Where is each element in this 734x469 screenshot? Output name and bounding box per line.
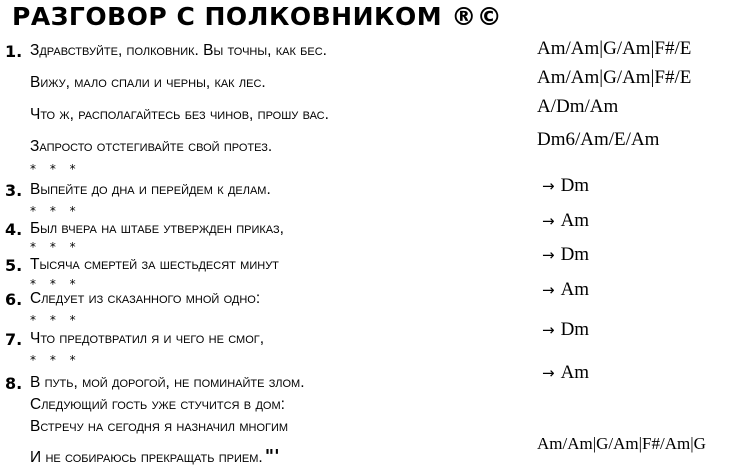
lyric-line: Здравствуйте, полковник. Вы точны, как бес.	[30, 42, 327, 59]
chord-text: Dm	[560, 244, 590, 265]
lyric-line-last	[30, 446, 280, 467]
end-mark: "'	[264, 446, 280, 467]
lyric-line: Следует из сказанного мной одно:	[30, 290, 261, 307]
chord-line: A/Dm/Am	[537, 96, 619, 117]
arrow-right-icon: →	[542, 246, 555, 264]
verse-number: 4.	[5, 220, 23, 239]
separator: * * *	[30, 353, 81, 367]
chord-text: Am	[560, 362, 590, 383]
lyric-line: Запросто отстегивайте свой протез.	[30, 138, 273, 155]
verse-number: 7.	[5, 330, 23, 349]
lyric-line: Был вчера на штабе утвержден приказ,	[30, 220, 284, 237]
arrow-right-icon: →	[542, 212, 555, 230]
lyric-line: Что предотвратил я и чего не смог,	[30, 330, 265, 347]
arrow-right-icon: →	[542, 177, 555, 195]
verse-number: 8.	[5, 374, 23, 393]
chord-line: Am/Am|G/Am|F#/E	[537, 67, 692, 88]
chord-line	[542, 210, 589, 232]
chord-line	[542, 362, 589, 384]
chord-line	[542, 319, 589, 341]
chord-line	[542, 279, 589, 301]
separator: * * *	[30, 204, 81, 218]
lyric-line: Выпейте до дна и перейдем к делам.	[30, 181, 271, 198]
chord-text: Dm	[560, 175, 590, 196]
lyric-line: Вижу, мало спали и черны, как лес.	[30, 74, 266, 91]
lyric-line: В путь, мой дорогой, не поминайте злом.	[30, 374, 305, 391]
lyric-line: Что ж, располагайтесь без чинов, прошу вас.	[30, 106, 329, 123]
chord-text: Am	[560, 279, 590, 300]
verse-number: 1.	[5, 42, 23, 61]
chord-text: Am	[560, 210, 590, 231]
arrow-right-icon: →	[542, 281, 555, 299]
verse-number: 3.	[5, 181, 23, 200]
song-title: РАЗГОВОР С ПОЛКОВНИКОМ ®©	[12, 2, 503, 31]
separator: * * *	[30, 313, 81, 327]
lyric-text: И не собираюсь прекращать прием.	[30, 449, 263, 466]
arrow-right-icon: →	[542, 364, 555, 382]
separator: * * *	[30, 277, 81, 291]
chord-line: Dm6/Am/E/Am	[537, 129, 660, 150]
chord-line: Am/Am|G/Am|F#/E	[537, 38, 692, 59]
separator: * * *	[30, 162, 81, 176]
separator: * * *	[30, 240, 81, 254]
lyric-line: Встречу на сегодня я назначил многим	[30, 418, 289, 435]
chord-line: Am/Am|G/Am|F#/Am|G	[537, 434, 706, 453]
lyric-line: Тысяча смертей за шестьдесят минут	[30, 256, 279, 273]
chord-line	[542, 175, 589, 197]
verse-number: 6.	[5, 290, 23, 309]
chord-line	[542, 244, 589, 266]
lyric-line: Следующий гость уже стучится в дом:	[30, 396, 285, 413]
verse-number: 5.	[5, 256, 23, 275]
arrow-right-icon: →	[542, 321, 555, 339]
chord-text: Dm	[560, 319, 590, 340]
